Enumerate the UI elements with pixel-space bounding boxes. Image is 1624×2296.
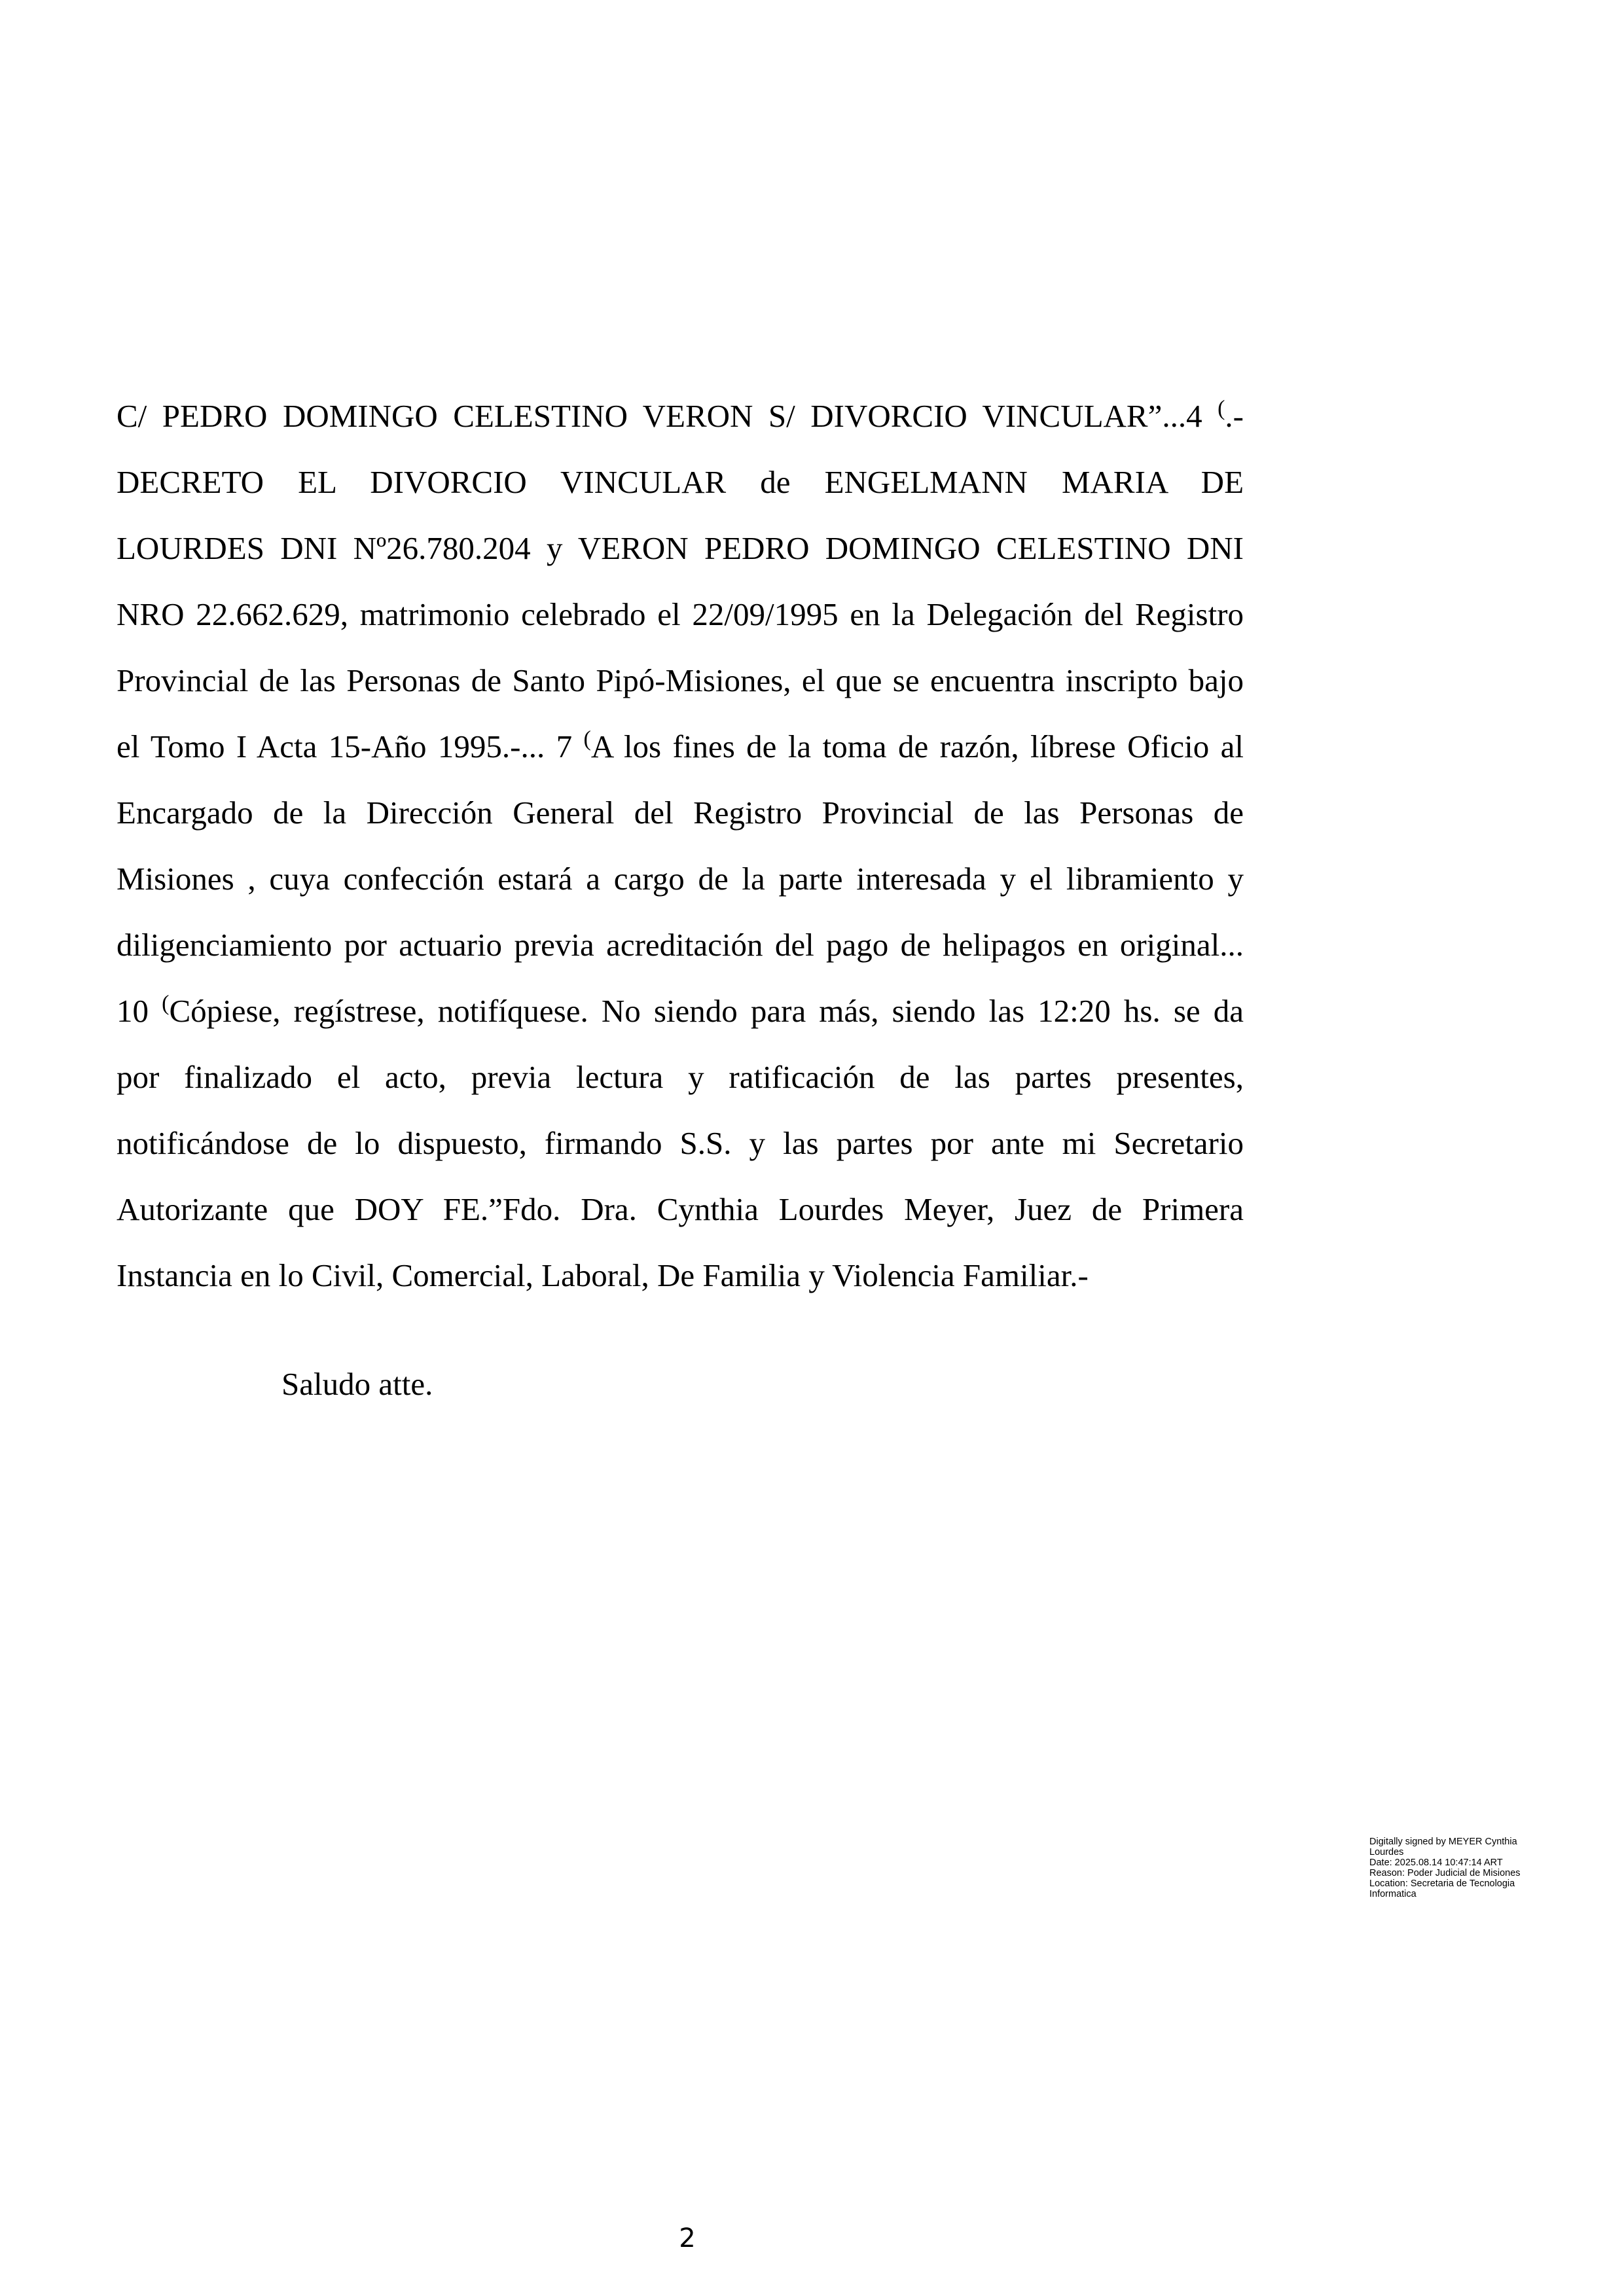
signature-line: Reason: Poder Judicial de Misiones	[1369, 1868, 1521, 1878]
text-line-9: diligenciamiento por actuario previa acreditación del pago de helipagos en original...	[117, 927, 1244, 963]
text-line-11: por finalizado el acto, previa lectura y ratificación de las partes presentes,	[117, 1059, 1244, 1095]
closing-greeting: Saludo atte.	[281, 1366, 433, 1402]
text-line-1: C/ PEDRO DOMINGO CELESTINO VERON S/ DIVORCIO VINCULAR”...4 (.-	[117, 396, 1244, 434]
note-mark: (	[583, 726, 591, 751]
body-paragraph	[117, 383, 1244, 1308]
signature-line: Date: 2025.08.14 10:47:14 ART	[1369, 1857, 1503, 1868]
text-line-4: NRO 22.662.629, matrimonio celebrado el 22/09/1995 en la Delegación del Registro	[117, 596, 1244, 632]
signature-line: Informatica	[1369, 1889, 1416, 1899]
text-line-3: LOURDES DNI Nº26.780.204 y VERON PEDRO DOMINGO CELESTINO DNI	[117, 530, 1244, 566]
signature-line: Digitally signed by MEYER Cynthia	[1369, 1837, 1517, 1847]
page-number: 2	[679, 2223, 696, 2253]
text-line-13: Autorizante que DOY FE.”Fdo. Dra. Cynthia Lourdes Meyer, Juez de Primera	[117, 1191, 1244, 1227]
text-line-10: 10 (Cópiese, regístrese, notifíquese. No siendo para más, siendo las 12:20 hs. se da	[117, 991, 1244, 1029]
signature-line: Location: Secretaria de Tecnologia	[1369, 1878, 1515, 1889]
note-mark: (	[162, 991, 170, 1016]
text-line-5: Provincial de las Personas de Santo Pipó-Misiones, el que se encuentra inscripto bajo	[117, 662, 1244, 698]
text-line-14: Instancia en lo Civil, Comercial, Laboral, De Familia y Violencia Familiar.-	[117, 1257, 1089, 1293]
text-line-7: Encargado de la Dirección General del Registro Provincial de las Personas de	[117, 795, 1244, 831]
text-line-6: el Tomo I Acta 15-Año 1995.-... 7 (A los fines de la toma de razón, líbrese Oficio al	[117, 726, 1244, 764]
text-line-8: Misiones , cuya confección estará a cargo de la parte interesada y el libramiento y	[117, 861, 1244, 897]
note-mark: (	[1218, 396, 1225, 421]
signature-line: Lourdes	[1369, 1847, 1404, 1857]
digital-signature-stamp	[1369, 1837, 1605, 1899]
text-line-2: DECRETO EL DIVORCIO VINCULAR de ENGELMANN MARIA DE	[117, 464, 1244, 500]
text-line-12: notificándose de lo dispuesto, firmando S.S. y las partes por ante mi Secretario	[117, 1125, 1244, 1161]
